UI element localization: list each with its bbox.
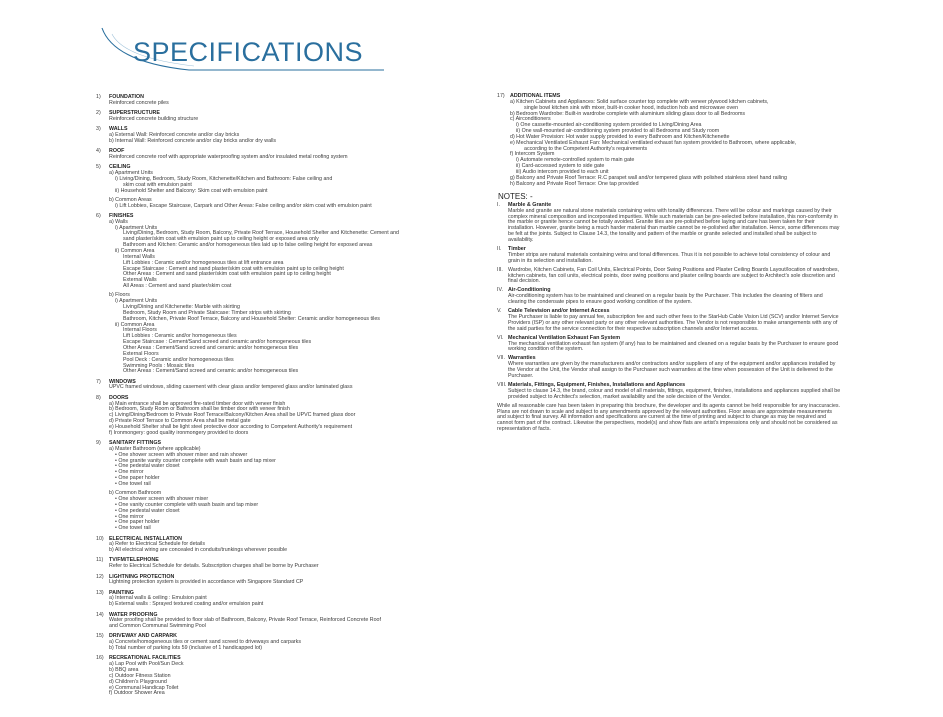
spec-section [96,613,468,631]
spec-line: sand plaster/skim coat with emulsion paint up to ceiling height or exposed area only [123,236,319,243]
spec-line: Bathroom, Kitchen, Private Roof Terrace, Balcony and Household Shelter: Ceramic and/or homogeneous tiles [123,315,380,322]
spec-section [96,380,468,392]
spec-line: • One paper holder [115,519,160,526]
note-number: V. [497,308,502,315]
section-body [96,564,468,570]
spec-line: a) Master Bathroom (where applicable) [109,445,201,452]
spec-line: • One pedestal water closet [115,463,180,470]
spec-line: i) Lift Lobbies, Escape Staircase, Carpark and Other Areas: False ceiling and/or skim coat with emulsion paint [115,202,372,209]
spec-line: a) Lap Pool with Pool/Sun Deck [109,661,184,668]
spec-line: Living/Dining and Kitchenette: Marble with skirting [123,304,240,311]
spec-line: skim coat with emulsion paint [123,181,192,188]
section-body [96,171,468,210]
spec-section [96,441,468,532]
section-title: PAINTING [109,589,134,596]
section-title: DRIVEWAY AND CARPARK [109,633,177,640]
section-number: 16) [96,655,104,662]
spec-line: Bedroom, Study Room and Private Staircase: Timber strips with skirting [123,309,291,316]
section-number: 13) [96,589,104,596]
spec-line: i) Automate remote-controlled system to main gate [516,157,635,164]
note-item [497,404,842,433]
spec-line: i) Living/Dining, Bedroom, Study Room, Kitchenette/Kitchen and Bathroom: False ceiling and [115,175,333,182]
spec-line: b) Total number of parking lots 59 (inclusive of 1 handicapped lot) [109,645,263,652]
spec-section [96,591,468,609]
spec-line: e) Household Shelter shall be light steel protective door according to Competent Authority's requirement [109,423,353,430]
left-column [96,95,468,702]
spec-line: UPVC framed windows, sliding casement with clear glass and/or tempered glass and/or laminated glass [109,384,353,391]
spec-line: a) Concrete/homogeneous tiles or cement sand screed to driveways and carparks [109,639,301,646]
note-number: VIII. [497,381,507,388]
spec-section [96,95,468,107]
section-body [96,402,468,437]
section-title: ROOF [109,148,125,155]
note-text: Wardrobe, Kitchen Cabinets, Fan Coil Units, Electrical Points, Door Swing Positions and Plaster Ceiling Boards Layout/location of wardrobes, kitchen cabinets, fan coil units, electrical points, door swing positions and plaster ceiling boards are subject to Architect's sole discretion and final decision. [508,266,840,285]
section-body [497,100,842,188]
spec-line: according to the Competent Authority's requirements [524,145,648,152]
spec-line: i) Apartment Units [115,298,158,305]
section-number: 9) [96,440,101,446]
spec-line: Internal Walls [123,253,155,260]
spec-line: All Areas : Cement and sand plaster/skim coat [123,283,232,290]
note-number: VII. [497,355,505,362]
spec-line: Reinforced concrete roof with appropriate waterproofing system and/or insulated metal roofing system [109,153,348,160]
section-number: 5) [96,164,101,171]
spec-line: • One towel rail [115,480,151,487]
spec-line: Other Areas : Cement/Sand screed and ceramic and/or homogeneous tiles [123,345,299,352]
section-title: FINISHES [109,212,134,219]
note-text: The Purchaser is liable to pay annual fee, subscription fee and such other fees to the StarHub Cable Vision Ltd (SCV) and/or Internet Service Providers (ISP) or any other relevant party or any other relevant authorities. The Vendor is not responsible to make arrangements with any of the said parties for the service connection for their respective subscription channels and/or Internet access. [508,313,839,332]
notes-heading: NOTES: - [498,191,533,201]
spec-line: a) Refer to Electrical Schedule for details [109,541,205,548]
spec-line: f) Ironmongery: good quality ironmongery provided to doors [109,429,249,436]
note-text: Marble and granite are natural stone materials containing veins with tonality differences. There will be colour and markings caused by their complex mineral composition and incorporated impurities. While such materials can be pre-selected before installation, this non-conformity in the marble or granite hence cannot be totally avoided. Granite tiles are pre-polished before laying and care has been taken for their installation. However, granite being a much harder material than marble cannot be re-polished after installation. Hence, some differences may be felt at the joints. Subject to Clause 14.3, the tonality and pattern of the marble or granite selected and installed shall be subject to availability. [508,207,840,243]
section-number: 2) [96,110,101,117]
note-text: The mechanical ventilation exhaust fan system (if any) has to be maintained and cleaned on a regular basis by the Purchaser to ensure good working condition of the system. [508,340,839,353]
section-body [96,447,468,532]
spec-line: d) Hot Water Provision: Hot water supply provided to every Bathroom and Kitchen/Kitchenette [510,133,730,140]
spec-line: c) Airconditioners [510,116,551,123]
spec-line: Lightning protection system is provided in accordance with Singapore Standard CP [109,579,304,586]
spec-line: External Floors [123,350,159,357]
section-title: SUPERSTRUCTURE [109,110,160,117]
spec-section [96,575,468,587]
spec-line: a) Internal walls & ceiling : Emulsion paint [109,595,207,602]
spec-section [96,165,468,209]
section-body [96,662,468,697]
spec-section [96,558,468,570]
section-number: 6) [96,212,101,219]
spec-line: Other Areas : Cement/Sand screed and ceramic and/or homogeneous tiles [123,368,299,375]
spec-line: Escape Staircase : Cement and sand plaster/skim coat with emulsion paint up to ceiling height [123,265,344,272]
note-number: III. [497,266,503,273]
spec-line: i) One cassette-mounted air-conditioning system provided to Living/Dining Area [516,122,702,129]
spec-line: c) Outdoor Fitness Station [109,672,171,679]
spec-line: ii) Household Shelter and Balcony: Skim coat with emulsion paint [115,187,268,194]
spec-line: c) Living/Dining/Bedroom to Private Roof Terrace/Balcony/Kitchen Area shall be UPVC framed glass door [109,412,356,419]
spec-line: ii) Card-accessed system to side gate [516,163,605,170]
spec-line: b) Bedroom, Study Room or Bathroom shall be timber door with veneer finish [109,406,290,413]
spec-line: Escape Staircase : Cement/Sand screed and ceramic and/or homogeneous tiles [123,339,312,346]
spec-section [96,656,468,697]
spec-section [96,111,468,123]
spec-line: ii) Common Area [115,321,155,328]
section-title: TV/FM/TELEPHONE [109,557,159,564]
note-item [497,336,842,354]
note-title: Mechanical Ventilation Exhaust Fan System [508,334,621,341]
section-title: WINDOWS [109,378,136,385]
section-body [96,580,468,586]
spec-line: • One mirror [115,513,144,520]
spec-line: Other Areas : Cement and sand plaster/skim coat with emulsion paint up to ceiling height [123,271,331,278]
note-text: While all reasonable care has been taken in preparing this brochure, the developer and its agents cannot be held responsible for any inaccuracies. Plans are not drawn to scale and subject to any amendments approved by the relevant authorities. Floor areas are approximate measurements and subject to final survey. All information and specifications are current at the time of printing and subject to change as may be required and cannot form part of the contract. Likewise the perspectives, model(s) and show flats are artist's impressions only and should not be considered as representation of facts. [497,402,841,433]
spec-line: single bowl kitchen sink with mixer, built-in cooker hood, induction hob and microwave oven [524,104,739,111]
spec-line: • One pedestal water closet [115,507,180,514]
spec-line: Reinforced concrete piles [109,99,169,106]
section-number: 1) [96,94,101,100]
note-title: Marble & Granite [508,201,552,208]
note-title: Air-Conditioning [508,287,551,294]
section-body [96,542,468,554]
section-number: 10) [96,535,104,542]
spec-line: b) BBQ area [109,667,139,674]
section-number: 7) [96,378,101,385]
section-number: 15) [96,633,104,640]
section-body [96,117,468,123]
section-number: 12) [96,573,104,580]
section-body [96,133,468,145]
spec-line: iii) Audio intercom provided to each unit [516,168,609,175]
spec-line: e) Mechanical Ventilated Exhaust Fan: Mechanical ventilated exhaust fan system provided to Bathroom, where applicable, [510,139,797,146]
spec-section [497,94,842,188]
spec-line: d) Private Roof Terrace to Common Area shall be metal gate [109,418,251,425]
spec-line: Refer to Electrical Schedule for details. Subscription charges shall be borne by Purchaser [109,563,319,570]
spec-line: a) Kitchen Cabinets and Appliances: Solid surface counter top complete with veneer plywood kitchen cabinets, [510,98,769,105]
spec-line: f) Intercom System [510,151,555,158]
spec-line: h) Balcony and Private Roof Terrace: One tap provided [510,180,639,187]
section-body [96,220,468,375]
note-item [497,356,842,379]
note-number: II. [497,245,502,252]
section-title: SANITARY FITTINGS [109,440,161,446]
spec-line: d) Children's Playground [109,678,167,685]
section-title: RECREATIONAL FACILITIES [109,655,181,662]
section-body [96,596,468,608]
note-number: I. [497,201,500,208]
spec-line: Lift Lobbies : Ceramic and/or homogeneous tiles at lift entrance area [123,259,284,266]
note-text: Subject to clause 14.3, the brand, colour and model of all materials, fittings, equipment, finishes, installations and appliances supplied shall be provided subject to Architect's selection, market availability and the sole decision of the Vendor. [508,387,841,400]
section-number: 4) [96,148,101,155]
note-item [497,288,842,306]
spec-line: g) Balcony and Private Roof Terrace: R.C parapet wall and/or tempered glass with polished stainless steel hand railing [510,174,787,181]
note-number: IV. [497,287,503,294]
section-title: ELECTRICAL INSTALLATION [109,535,182,542]
spec-line: Internal Floors [123,327,157,334]
section-body [96,640,468,652]
spec-section [96,634,468,652]
spec-line: ii) Common Area [115,248,155,255]
spec-section [96,127,468,145]
spec-line: • One granite vanity counter complete with wash basin and tap mixer [115,457,276,464]
note-item [497,203,842,244]
note-title: Warranties [508,355,536,362]
spec-line: f) Outdoor Shower Area [109,690,165,697]
spec-line: Water proofing shall be provided to floor slab of Bathroom, Balcony, Private Roof Terrace, Reinforced Concrete Roof [109,617,381,624]
spec-line: b) Common Areas [109,196,152,203]
note-text: Air-conditioning system has to be maintained and cleaned on a regular basis by the Purchaser. This includes the cleaning of filters and clearing the condensate pipes to ensure good working condition of the system. [508,293,823,306]
spec-line: a) Main entrance shall be approved fire-rated timber door with veneer finish [109,400,286,407]
section-number: 14) [96,611,104,618]
spec-line: • One shower screen with shower mixer and rain shower [115,451,248,458]
section-body [96,385,468,391]
spec-line: • One towel rail [115,525,151,532]
spec-line: b) All electrical wiring are concealed in conduits/trunkings wherever possible [109,547,288,554]
spec-section [96,149,468,161]
spec-section [96,537,468,555]
section-title: WALLS [109,126,128,133]
section-body [96,101,468,107]
note-title: Timber [508,245,526,252]
spec-line: • One vanity counter complete with wash basin and tap mixer [115,501,259,508]
spec-line: Swimming Pools : Mosaic tiles [123,362,195,369]
spec-line: a) External Wall: Reinforced concrete and/or clay bricks [109,132,240,138]
spec-line: Living/Dining, Bedroom, Study Room, Balcony, Private Roof Terrace, Household Shelter and Kitchenette: Cement and [123,230,399,237]
page-title: SPECIFICATIONS [133,37,364,67]
note-title: Cable Television and/or Internet Access [508,308,610,315]
section-title: DOORS [109,394,129,401]
spec-line: b) Common Bathroom [109,490,162,497]
spec-line: Pool Deck : Ceramic and/or homogeneous tiles [123,356,234,363]
spec-line: Reinforced concrete building structure [109,115,199,122]
spec-section [96,396,468,437]
note-item [497,247,842,265]
note-text: Where warranties are given by the manufacturers and/or contractors and/or suppliers of any of the equipment and/or appliances installed by the Vendor at the Unit, the Vendor shall assign to the Purchaser such warranties at the time when possession of the Unit is delivered to the Purchaser. [508,361,836,379]
section-title: LIGHTNING PROTECTION [109,573,175,580]
spec-line: and Common Communal Swimming Pool [109,623,206,630]
spec-line: i) Apartment Units [115,224,158,231]
spec-line: b) External walls : Sprayed textured coating and/or emulsion paint [109,601,264,608]
section-number: 11) [96,557,104,564]
spec-line: External Walls [123,277,157,284]
spec-line: ii) One wall-mounted air-conditioning system provided to all Bedrooms and Study room [516,128,720,135]
spec-line: • One shower screen with shower mixer [115,496,209,503]
spec-line: Bathroom and Kitchen: Ceramic and/or homogeneous tiles laid up to false ceiling height for exposed areas [123,242,373,249]
spec-line: a) Walls [109,218,128,225]
spec-line: • One mirror [115,469,144,476]
spec-line: e) Communal Handicap Toilet [109,684,179,691]
spec-line: b) Floors [109,292,130,299]
section-title: WATER PROOFING [109,611,158,618]
note-title: Materials, Fittings, Equipment, Finishes, Installations and Appliances [508,381,686,388]
spec-line: b) Internal Wall: Reinforced concrete and/or clay bricks and/or dry walls [109,137,277,144]
note-text: Timber strips are natural materials containing veins and tonal differences. Thus it is not possible to achieve total consistency of colour and grain in its selection and installation. [508,251,831,264]
spec-line: Lift Lobbies : Ceramic and/or homogeneous tiles [123,333,237,340]
section-number: 17) [497,93,505,99]
spec-line: b) Bedroom Wardrobe: Built-in wardrobe complete with aluminium sliding glass door to all Bedrooms [510,110,746,117]
section-title: CEILING [109,164,131,171]
section-body [96,155,468,161]
spec-section [96,214,468,375]
section-number: 3) [96,126,101,133]
note-item [497,309,842,332]
spec-line: a) Apartment Units [109,170,153,176]
section-body [96,618,468,630]
section-title: FOUNDATION [109,94,144,100]
note-number: VI. [497,334,504,341]
right-column [497,94,842,436]
spec-line: • One paper holder [115,475,160,482]
note-item [497,268,842,286]
note-item [497,383,842,401]
section-title: ADDITIONAL ITEMS [510,93,561,99]
section-number: 8) [96,394,101,401]
